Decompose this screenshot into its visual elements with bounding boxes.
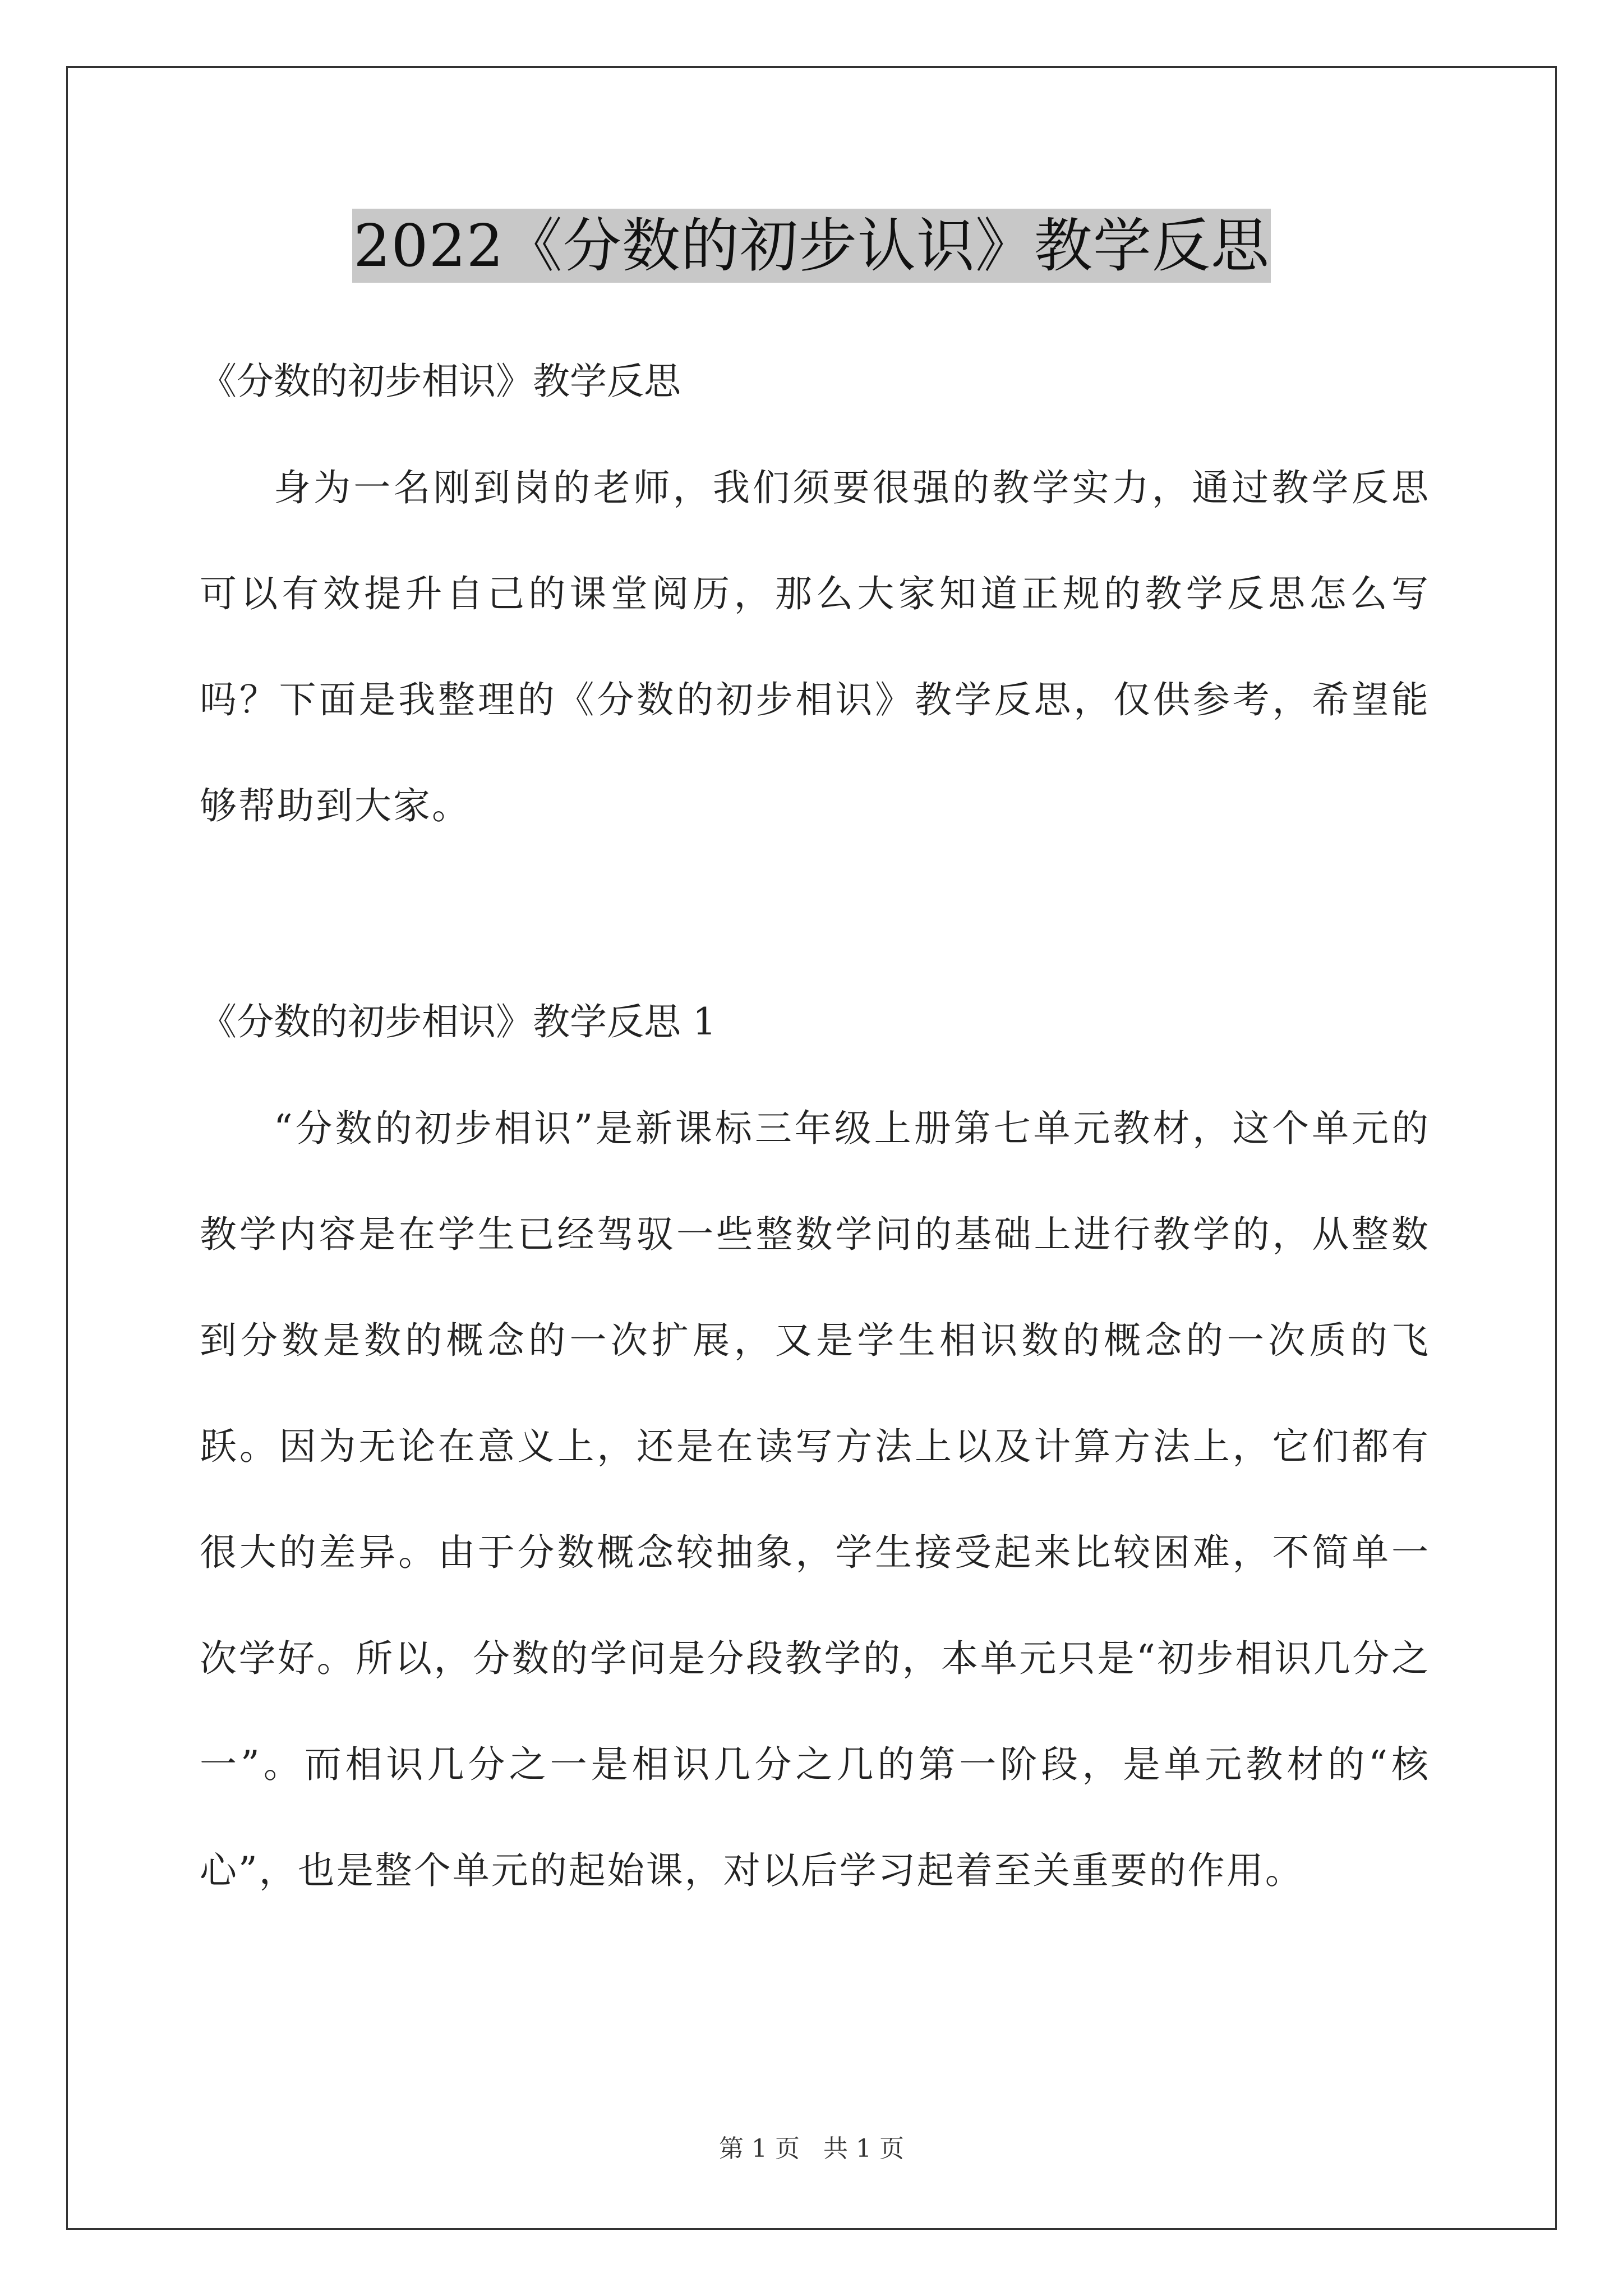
title-wrapper <box>0 209 1623 283</box>
intro-heading: 《分数的初步相识》教学反思 <box>200 360 681 403</box>
document-title: 2022《分数的初步认识》教学反思 <box>352 209 1271 283</box>
section1-heading: 《分数的初步相识》教学反思 1 <box>200 1000 716 1043</box>
intro-paragraph: 身为一名刚到岗的老师，我们须要很强的教学实力，通过教学反思可以有效提升自己的课堂阅历，那么大家知道正规的教学反思怎么写吗？下面是我整理的《分数的初步相识》教学反思，仅供参考，希望能够帮助到大家。 <box>200 466 1430 827</box>
page-footer: 第 1 页 共 1 页 <box>719 2134 904 2163</box>
section1-paragraph: “分数的初步相识”是新课标三年级上册第七单元教材，这个单元的教学内容是在学生已经驾驭一些整数学问的基础上进行教学的，从整数到分数是数的概念的一次扩展，又是学生相识数的概念的一次质的飞跃。因为无论在意义上，还是在读写方法上以及计算方法上，它们都有很大的差异。由于分数概念较抽象，学生接受起来比较困难，不简单一次学好。所以，分数的学问是分段教学的，本单元只是“初步相识几分之一”。而相识几分之一是相识几分之几的第一阶段，是单元教材的“核心”，也是整个单元的起始课，对以后学习起着至关重要的作用。 <box>200 1107 1430 1892</box>
